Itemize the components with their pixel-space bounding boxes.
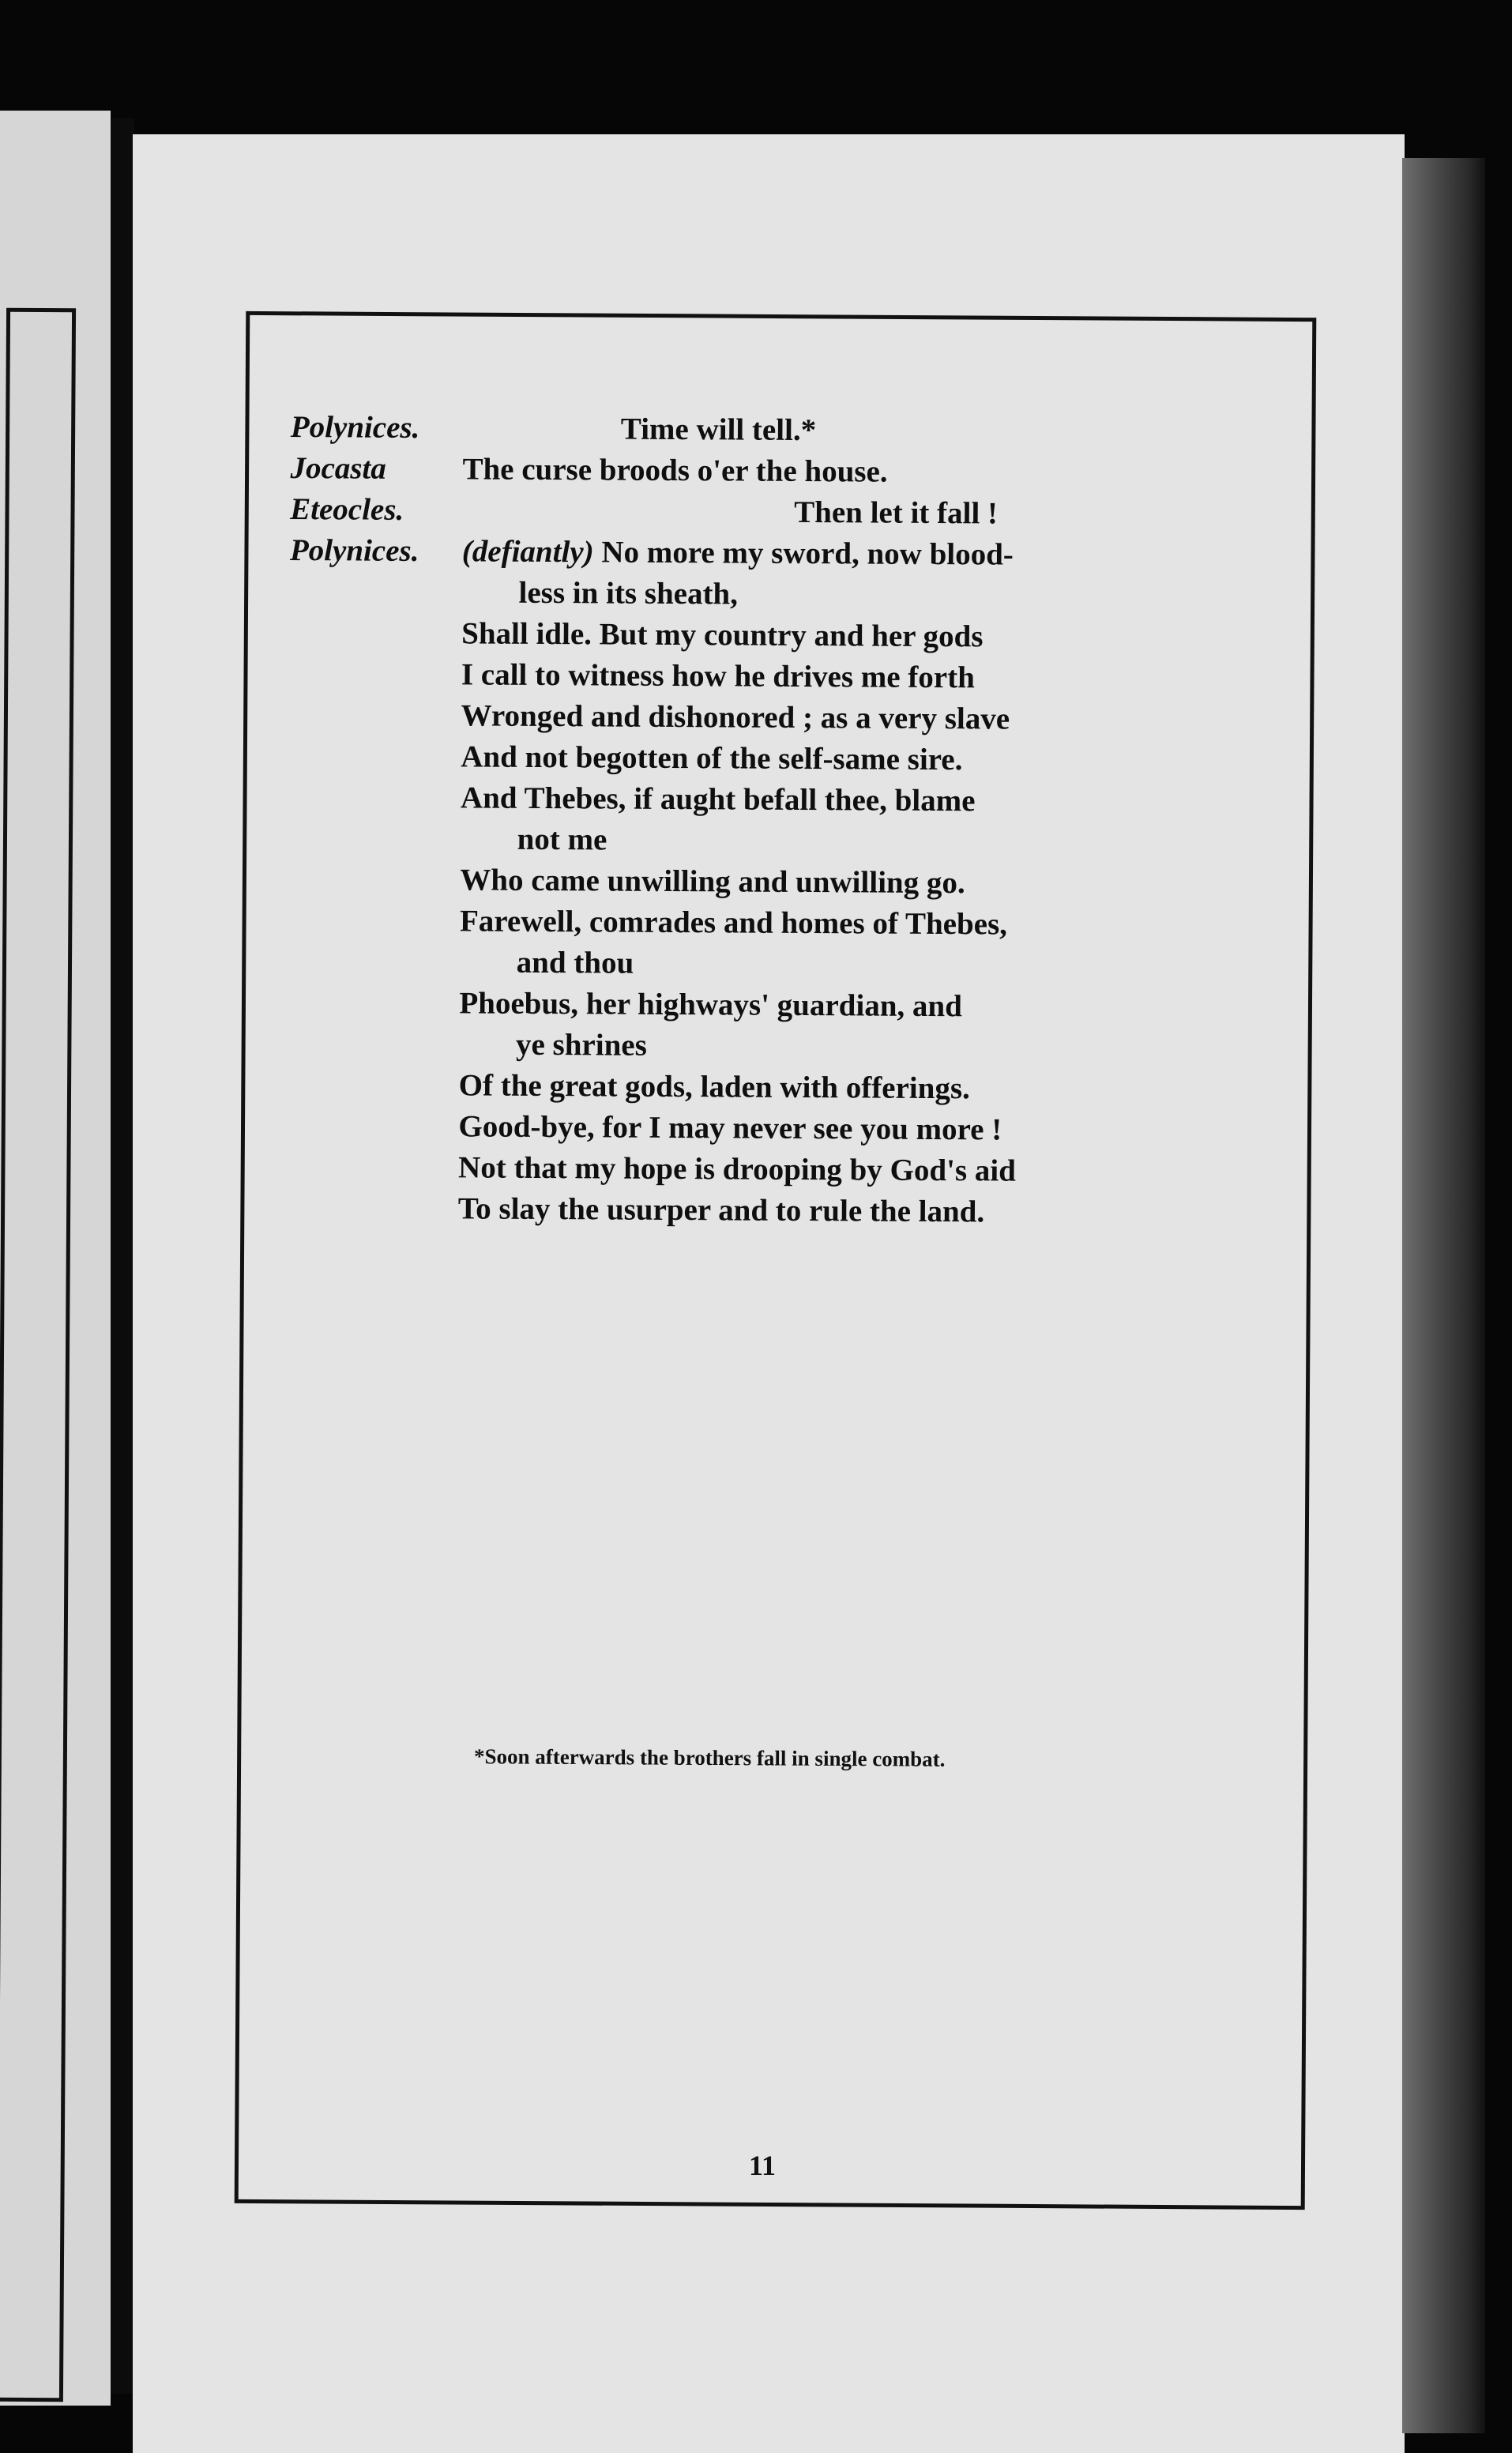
verse-line-text: Phoebus, her highways' guardian, and: [459, 986, 962, 1024]
verse-line-text: Time will tell.*: [620, 412, 817, 448]
verse-line: [289, 653, 1237, 700]
verse-text: [461, 695, 1010, 739]
speaker-name: Jocasta: [290, 450, 386, 486]
verse-line: [288, 818, 1236, 864]
verse-text: [518, 573, 738, 615]
verse-line: [286, 1146, 1234, 1193]
page-edges: [1402, 158, 1485, 2433]
verse-line-text: Shall idle. But my country and her gods: [461, 616, 984, 654]
verse-text: [794, 492, 998, 535]
verse-line: [289, 571, 1237, 618]
verse-line: [289, 612, 1237, 659]
verse-line: [288, 859, 1236, 905]
verse-line-text: ye shrines: [515, 1027, 647, 1063]
verse-line-text: and thou: [516, 945, 634, 980]
verse-text: [461, 777, 976, 822]
facing-page-edge: [0, 111, 111, 2406]
verse-text: [462, 449, 887, 492]
page-number: 11: [749, 2150, 777, 2181]
verse-line-text: And Thebes, if aught befall thee, blame: [460, 781, 976, 818]
verse-line-text: Wronged and dishonored ; as a very slave: [461, 698, 1010, 736]
verse-line: [288, 777, 1236, 823]
verse-text: [458, 1106, 1002, 1150]
speaker-name: Eteocles.: [290, 491, 404, 527]
verse-line: [288, 694, 1236, 741]
verse-text: [461, 736, 962, 781]
verse-text: [621, 409, 817, 452]
book-gutter: [111, 119, 134, 2394]
verse-text: [458, 1147, 1016, 1191]
verse-line: [288, 736, 1236, 782]
footnote: *Soon afterwards the brothers fall in single combat.: [473, 1744, 946, 1771]
verse-line-text: And not begotten of the self-same sire.: [461, 739, 963, 777]
verse-line: [290, 489, 1238, 536]
verse-line-text: To slay the usurper and to rule the land.: [457, 1191, 985, 1229]
verse-line-text: Farewell, comrades and homes of Thebes,: [459, 904, 1008, 942]
verse-line: [290, 448, 1238, 495]
verse-text: [460, 901, 1007, 945]
verse-text: [460, 860, 965, 904]
verse-line-text: No more my sword, now blood-: [593, 535, 1014, 572]
dialogue-block: [286, 407, 1239, 1234]
verse-line: [287, 1023, 1235, 1070]
verse-line-text: Of the great gods, laden with offerings.: [458, 1068, 970, 1106]
verse-line-text: Then let it fall !: [794, 495, 999, 531]
verse-line: [291, 407, 1239, 453]
verse-line-text: not me: [517, 822, 607, 857]
verse-line: [287, 1064, 1235, 1111]
verse-text: [461, 613, 984, 657]
verse-line-text: less in its sheath,: [518, 575, 739, 611]
facing-page-frame: [0, 308, 76, 2402]
book-page: [133, 134, 1405, 2453]
speaker-name: Polynices.: [290, 409, 420, 445]
verse-text: [459, 983, 962, 1027]
verse-line: [286, 1105, 1234, 1152]
verse-line-text: Good-bye, for I may never see you more !: [458, 1109, 1002, 1147]
verse-line-text: The curse broods o'er the house.: [462, 452, 888, 489]
stage-direction: (defiantly): [461, 534, 594, 570]
verse-line: [288, 900, 1236, 946]
verse-line: [287, 982, 1235, 1029]
speaker-name: Polynices.: [289, 532, 419, 568]
verse-line-text: Not that my hope is drooping by God's aid: [457, 1150, 1017, 1188]
verse-text: [517, 819, 607, 861]
verse-text: [516, 1025, 647, 1067]
verse-line-text: Who came unwilling and unwilling go.: [460, 863, 965, 901]
verse-line-text: I call to witness how he drives me forth: [461, 657, 975, 695]
verse-text: [517, 942, 634, 984]
verse-line: [290, 530, 1238, 577]
verse-line: [288, 941, 1236, 988]
verse-text: [461, 654, 975, 698]
verse-text: [462, 531, 1014, 575]
verse-text: [458, 1188, 985, 1232]
verse-text: [459, 1065, 970, 1109]
verse-line: [286, 1187, 1234, 1234]
